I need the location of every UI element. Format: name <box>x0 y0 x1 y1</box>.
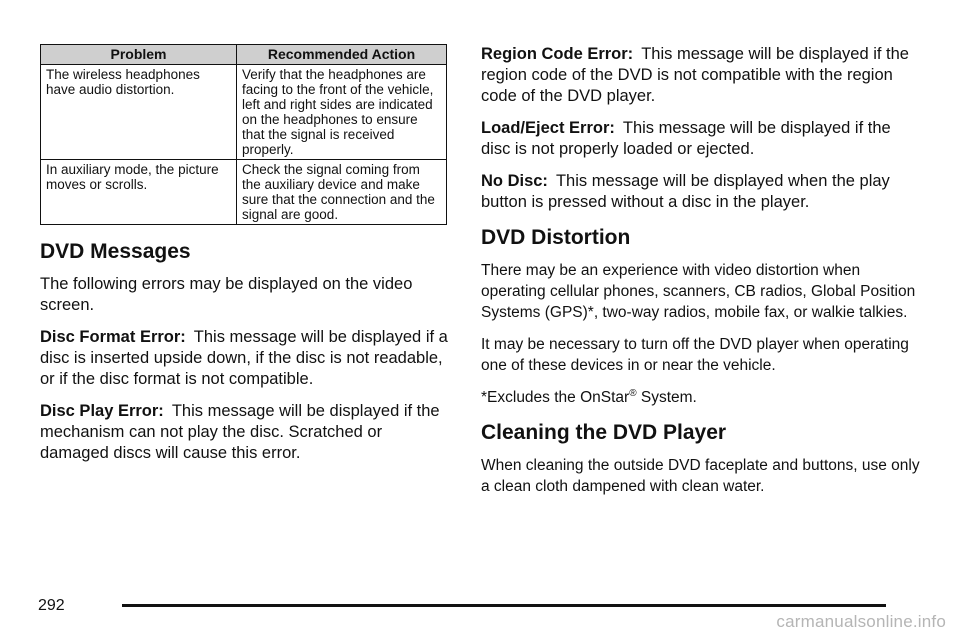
term-label: No Disc: <box>481 172 548 190</box>
watermark-text: carmanualsonline.info <box>776 612 946 631</box>
action-cell: Verify that the headphones are facing to the front of the vehicle, left and right sides are indicated on the headphones to ensure that the signal is received properly. <box>237 65 447 160</box>
term-description: This message will be displayed if the disc is not properly loaded or ejected. <box>481 119 891 158</box>
table-row <box>41 160 447 225</box>
term-label: Region Code Error: <box>481 45 634 63</box>
footer-rule <box>122 604 886 607</box>
page-number: 292 <box>38 597 65 614</box>
term-description: This message will be displayed if the region code of the DVD is not compatible with the region code of the DVD player. <box>481 45 909 105</box>
header-recommended-action: Recommended Action <box>237 45 447 65</box>
dvd-messages-intro: The following errors may be displayed on the video screen. <box>40 275 413 314</box>
term-description: This message will be displayed if a disc is inserted upside down, if the disc is not readable, or if the disc format is not compatible. <box>40 328 448 388</box>
term-label: Disc Play Error: <box>40 402 164 420</box>
cleaning-paragraph: When cleaning the outside DVD faceplate and buttons, use only a clean cloth dampened with clean water. <box>481 457 920 495</box>
term-label: Load/Eject Error: <box>481 119 615 137</box>
footnote-prefix: *Excludes the OnStar <box>481 389 630 406</box>
table-header-row <box>41 45 447 65</box>
term-label: Disc Format Error: <box>40 328 186 346</box>
table-row <box>41 65 447 160</box>
section-heading-dvd-distortion: DVD Distortion <box>481 226 631 249</box>
registered-mark: ® <box>629 387 637 399</box>
message-load-eject-error <box>481 118 921 160</box>
problem-cell: In auxiliary mode, the picture moves or scrolls. <box>41 160 237 225</box>
problem-action-table <box>40 44 447 225</box>
message-region-code-error <box>481 44 921 107</box>
dvd-distortion-advice: It may be necessary to turn off the DVD player when operating one of these devices in or near the vehicle. <box>481 336 909 374</box>
header-problem: Problem <box>41 45 237 65</box>
section-heading-cleaning: Cleaning the DVD Player <box>481 421 727 444</box>
footnote-suffix: System. <box>636 389 697 406</box>
onstar-footnote <box>481 387 921 408</box>
section-heading-dvd-messages: DVD Messages <box>40 240 191 263</box>
message-no-disc <box>481 171 921 213</box>
dvd-distortion-paragraph: There may be an experience with video distortion when operating cellular phones, scanners, CB radios, Global Position Systems (GPS)*, two-way radios, mobile fax, or walkie talkies. <box>481 262 916 321</box>
term-description: This message will be displayed when the play button is pressed without a disc in the player. <box>481 172 890 211</box>
action-cell: Check the signal coming from the auxiliary device and make sure that the connection and the signal are good. <box>237 160 447 225</box>
problem-cell: The wireless headphones have audio distortion. <box>41 65 237 160</box>
right-column <box>481 44 921 497</box>
message-disc-play-error <box>40 401 450 464</box>
message-disc-format-error <box>40 327 450 390</box>
term-description: This message will be displayed if the mechanism can not play the disc. Scratched or damaged discs will cause this error. <box>40 402 440 462</box>
left-column <box>40 44 450 464</box>
